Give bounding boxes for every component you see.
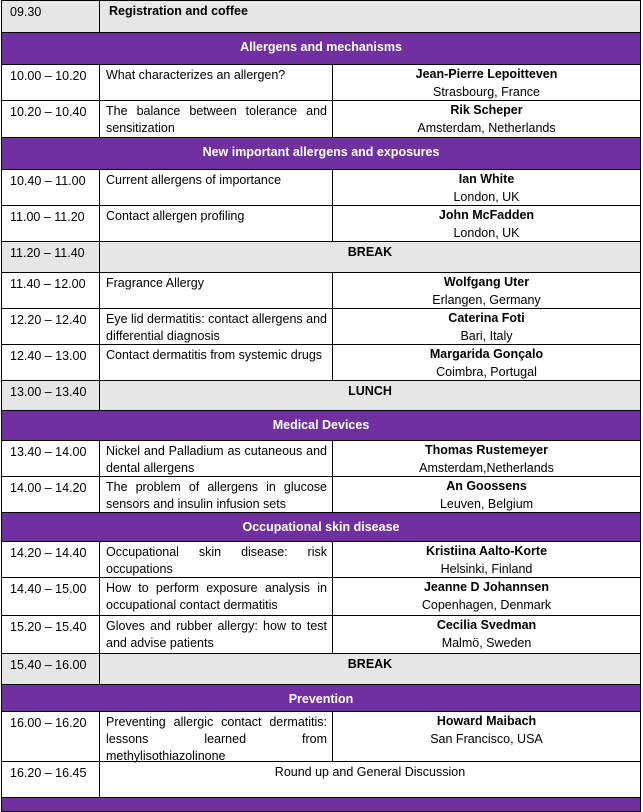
section-title: Medical Devices — [272, 418, 370, 432]
speaker-name: Jean-Pierre Lepoitteven — [415, 67, 558, 81]
talk-topic: Gloves and rubber allergy: how to test and advise patients — [100, 616, 333, 653]
speaker-name: An Goossens — [446, 479, 527, 493]
speaker-cell — [333, 477, 640, 512]
talk-row — [1, 578, 641, 616]
session-time: 13.00 – 13.40 — [2, 381, 100, 410]
speaker-location: Copenhagen, Denmark — [421, 597, 552, 612]
talk-topic: Fragrance Allergy — [100, 273, 333, 308]
opening-label: Registration and coffee — [109, 4, 248, 18]
speaker-name: Ian White — [458, 172, 515, 186]
talk-topic: Occupational skin disease: risk occupations — [100, 542, 333, 577]
speaker-cell — [333, 345, 640, 380]
speaker-name: Margarida Gonçalo — [429, 347, 544, 361]
speaker-cell — [333, 441, 640, 476]
speaker-location: Bari, Italy — [460, 328, 513, 343]
talk-row — [1, 477, 641, 513]
speaker-location: Coimbra, Portugal — [436, 364, 537, 379]
talk-topic: The problem of allergens in glucose sensors and insulin infusion sets — [100, 477, 333, 512]
section-title: Prevention — [288, 692, 354, 706]
talk-row — [1, 441, 641, 477]
talk-topic: Eye lid dermatitis: contact allergens and differential diagnosis — [100, 309, 333, 344]
session-time: 14.20 – 14.40 — [2, 542, 100, 577]
speaker-cell — [333, 616, 640, 653]
speaker-name: John McFadden — [438, 208, 535, 222]
speaker-location: London, UK — [453, 189, 520, 204]
speaker-name: Thomas Rustemeyer — [425, 443, 548, 457]
break-label: BREAK — [347, 245, 393, 259]
speaker-location: Malmö, Sweden — [441, 635, 532, 650]
talk-topic: Preventing allergic contact dermatitis: lessons learned from methylisothiazolinone — [100, 712, 333, 761]
speaker-location: Leuven, Belgium — [439, 496, 534, 511]
session-time: 09.30 — [2, 1, 100, 32]
closing-row — [1, 762, 641, 798]
speaker-location: Erlangen, Germany — [432, 292, 541, 307]
talk-row — [1, 65, 641, 101]
speaker-location: London, UK — [453, 225, 520, 240]
speaker-location: Amsterdam, Netherlands — [417, 120, 556, 135]
session-time: 10.40 – 11.00 — [2, 170, 100, 205]
session-time: 14.40 – 15.00 — [2, 578, 100, 615]
talk-row — [1, 345, 641, 381]
session-time: 16.20 – 16.45 — [2, 762, 100, 797]
speaker-cell — [333, 101, 640, 137]
session-time: 11.40 – 12.00 — [2, 273, 100, 308]
speaker-name: Kristiina Aalto-Korte — [425, 544, 548, 558]
talk-topic: How to perform exposure analysis in occupational contact dermatitis — [100, 578, 333, 615]
session-time: 15.20 – 15.40 — [2, 616, 100, 653]
speaker-name: Cecilia Svedman — [436, 618, 537, 632]
speaker-name: Jeanne D Johannsen — [423, 580, 550, 594]
section-title: Allergens and mechanisms — [240, 40, 402, 54]
break-label: BREAK — [347, 657, 393, 671]
speaker-cell — [333, 542, 640, 577]
speaker-cell — [333, 273, 640, 308]
talk-row — [1, 273, 641, 309]
talk-row — [1, 170, 641, 206]
session-time: 11.20 – 11.40 — [2, 242, 100, 272]
speaker-cell — [333, 712, 640, 761]
talk-topic: Nickel and Palladium as cutaneous and dental allergens — [100, 441, 333, 476]
talk-row — [1, 616, 641, 654]
section-header — [1, 33, 641, 65]
speaker-cell — [333, 309, 640, 344]
talk-topic: Contact dermatitis from systemic drugs — [100, 345, 333, 380]
talk-row — [1, 101, 641, 138]
talk-topic: Contact allergen profiling — [100, 206, 333, 241]
break-row — [1, 242, 641, 273]
speaker-cell — [333, 578, 640, 615]
session-time: 15.40 – 16.00 — [2, 654, 100, 684]
opening-row — [1, 0, 641, 33]
break-label: LUNCH — [348, 384, 392, 398]
talk-row — [1, 712, 641, 762]
section-header — [1, 138, 641, 170]
speaker-name: Wolfgang Uter — [443, 275, 530, 289]
session-time: 16.00 – 16.20 — [2, 712, 100, 761]
speaker-cell — [333, 170, 640, 205]
speaker-name: Caterina Foti — [448, 311, 525, 325]
talk-row — [1, 542, 641, 578]
section-header — [1, 411, 641, 441]
session-time: 12.20 – 12.40 — [2, 309, 100, 344]
section-title — [2, 798, 640, 803]
speaker-name: Rik Scheper — [450, 103, 523, 117]
talk-topic: Current allergens of importance — [100, 170, 333, 205]
session-time: 13.40 – 14.00 — [2, 441, 100, 476]
section-header — [1, 513, 641, 542]
speaker-cell — [333, 206, 640, 241]
closing-label: Round up and General Discussion — [274, 765, 466, 779]
speaker-location: Helsinki, Finland — [440, 561, 533, 576]
session-time: 11.00 – 11.20 — [2, 206, 100, 241]
speaker-location: Strasbourg, France — [433, 84, 540, 99]
section-title: Occupational skin disease — [242, 520, 400, 534]
session-time: 12.40 – 13.00 — [2, 345, 100, 380]
talk-topic: The balance between tolerance and sensitization — [100, 101, 333, 137]
talk-topic: What characterizes an allergen? — [100, 65, 333, 100]
session-time: 10.00 – 10.20 — [2, 65, 100, 100]
break-row — [1, 381, 641, 411]
talk-row — [1, 206, 641, 242]
talk-row — [1, 309, 641, 345]
section-header — [1, 798, 641, 812]
speaker-cell — [333, 65, 640, 100]
speaker-location: Amsterdam,Netherlands — [419, 460, 554, 475]
section-header — [1, 685, 641, 712]
session-time: 14.00 – 14.20 — [2, 477, 100, 512]
break-row — [1, 654, 641, 685]
session-time: 10.20 – 10.40 — [2, 101, 100, 137]
section-title: New important allergens and exposures — [202, 145, 440, 159]
speaker-name: Howard Maibach — [436, 714, 537, 728]
speaker-location: San Francisco, USA — [430, 731, 543, 746]
